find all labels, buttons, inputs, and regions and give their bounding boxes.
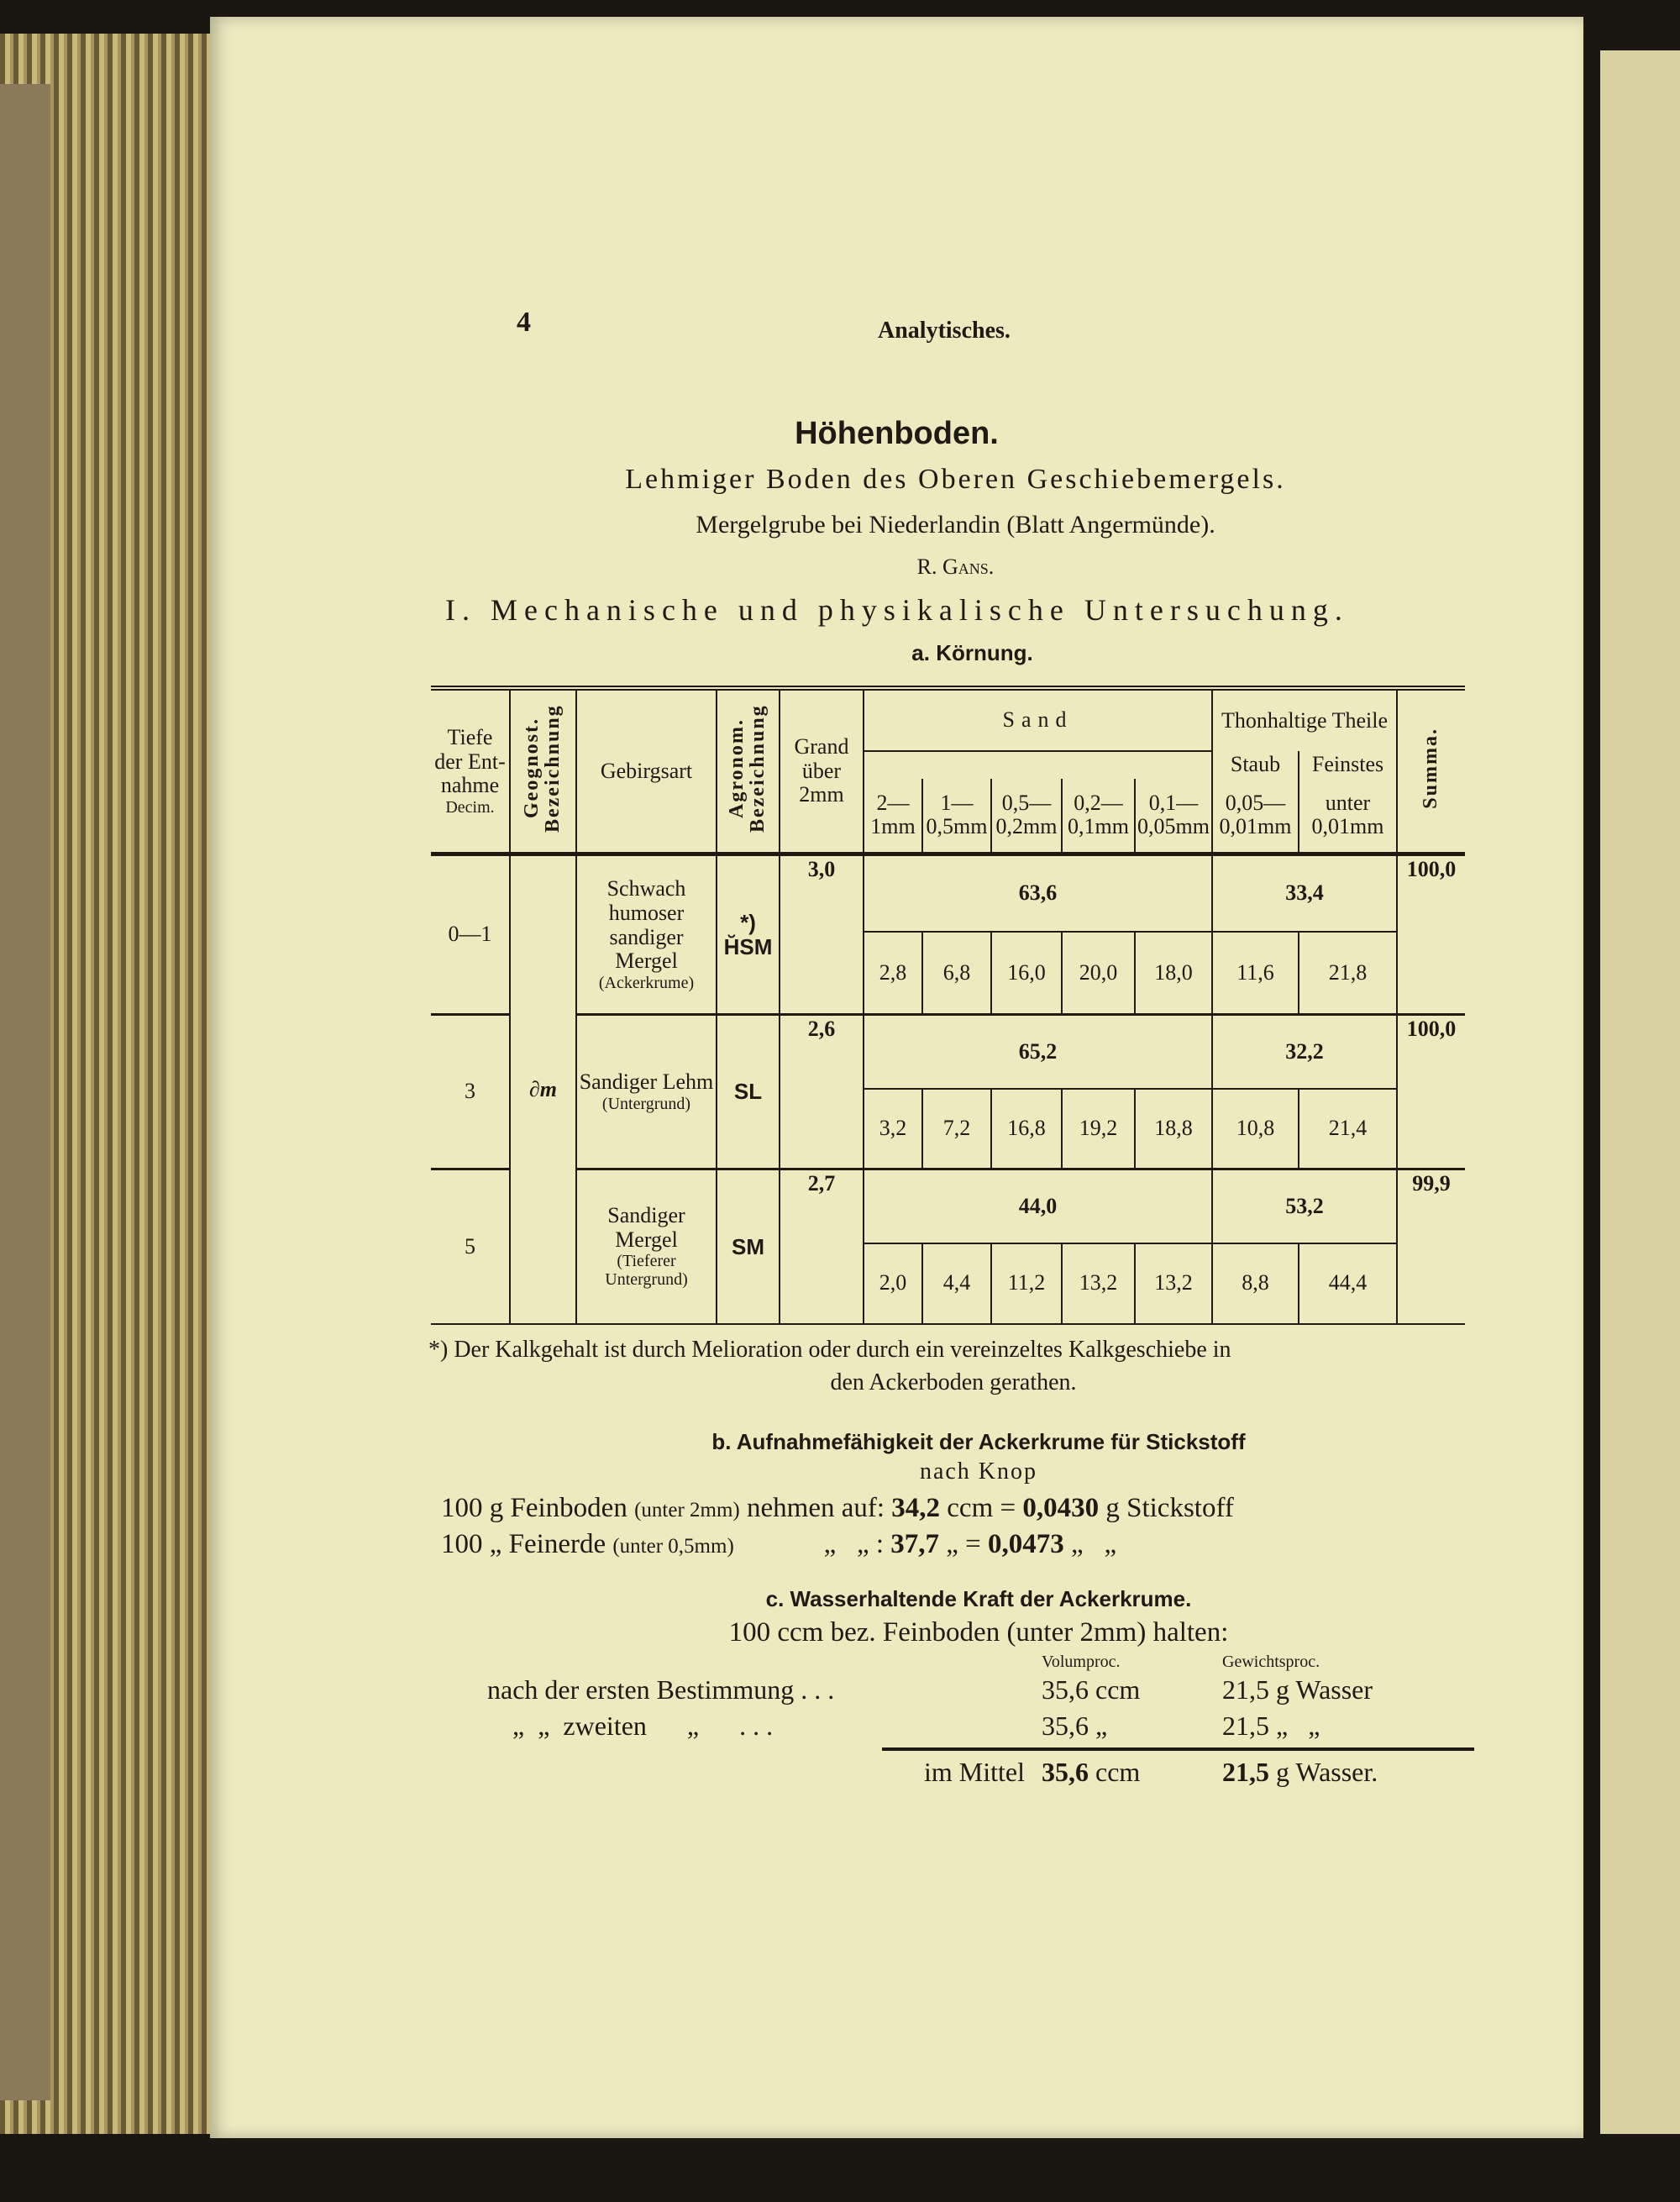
fraction-cell: 13,2 [1062, 1243, 1135, 1324]
fraction-cell: 44,4 [1299, 1243, 1397, 1324]
thon-total-cell: 32,2 [1212, 1015, 1397, 1089]
mean-weight-value: 21,5 [1222, 1757, 1269, 1788]
fraction-cell: 8,8 [1212, 1243, 1299, 1324]
header-sand: Sand [864, 688, 1212, 751]
fraction-header: 0,05— 0,01mm [1212, 779, 1299, 854]
mean-volume [1042, 1754, 1222, 1790]
section-c-intro: 100 ccm bez. Feinboden (unter 2mm) halten: [728, 1616, 1229, 1648]
fraction-cell: 4,4 [922, 1243, 991, 1324]
tiefe-cell: 0—1 [448, 922, 492, 947]
sand-total-cell: 63,6 [864, 854, 1212, 932]
fraction-cell: 7,2 [922, 1089, 991, 1169]
gebirgsart-note: (Untergrund) [601, 1094, 691, 1113]
fraction-cell: 16,8 [991, 1089, 1062, 1169]
fraction-cell: 20,0 [1062, 932, 1135, 1015]
mean-volume-value: 35,6 [1042, 1757, 1089, 1788]
label: 100 „ Feinerde [441, 1528, 606, 1559]
fraction-cell: 13,2 [1135, 1243, 1212, 1324]
agronom-cell: SL [717, 1015, 780, 1169]
unit: „ = [946, 1528, 981, 1559]
fraction-cell: 19,2 [1062, 1089, 1135, 1169]
measurement-2-volume: 35,6 „ [1042, 1710, 1108, 1741]
grand-cell: 2,7 [780, 1169, 864, 1324]
mass-value: 0,0473 [988, 1528, 1064, 1559]
section-1-title: I. Mechanische und physikalische Untersuchung. [445, 593, 1349, 627]
mass-value: 0,0430 [1022, 1492, 1100, 1523]
tiefe-cell: 5 [465, 1233, 475, 1259]
document-subtitle: Lehmiger Boden des Oberen Geschiebemergels. [625, 464, 1286, 495]
author: R. Gans. [916, 554, 995, 579]
measurement-2-label: „ „ zweiten „ . . . [512, 1710, 774, 1741]
fraction-header: 0,2— 0,1mm [1062, 779, 1135, 854]
verb: „ „ : [823, 1528, 885, 1559]
verb: nehmen auf: [747, 1492, 885, 1523]
location: Mergelgrube bei Niederlandin (Blatt Angermünde). [696, 511, 1215, 539]
water-results [487, 1652, 1487, 1791]
running-title: Analytisches. [878, 318, 1011, 344]
gebirgsart-cell: Sandiger Lehm [579, 1069, 714, 1095]
thon-total-cell: 33,4 [1212, 854, 1397, 932]
fraction-cell: 21,4 [1299, 1089, 1397, 1169]
content-flow [420, 686, 1487, 1790]
unit: ccm = [947, 1492, 1016, 1523]
unit: ccm [1095, 1757, 1141, 1788]
sand-total-cell: 44,0 [864, 1169, 1212, 1243]
gebirgsart-cell: Schwach humoser sandiger Mergel [606, 876, 686, 974]
col-header-volumproc: Volumproc. [1042, 1652, 1121, 1671]
col-header-gewichtsproc: Gewichtsproc. [1222, 1652, 1320, 1671]
label-note: (unter 2mm) [634, 1498, 740, 1521]
fraction-cell: 18,8 [1135, 1089, 1212, 1169]
fraction-cell: 11,2 [991, 1243, 1062, 1324]
summa-cell: 100,0 [1397, 854, 1465, 1015]
measurement-1-weight: 21,5 g Wasser [1222, 1674, 1373, 1705]
footnote-line-1: *) Der Kalkgehalt ist durch Melioration oder durch ein vereinzeltes Kalkgeschiebe in [428, 1336, 1231, 1363]
unit: „ „ [1071, 1528, 1117, 1559]
measurement-1-volume: 35,6 ccm [1042, 1674, 1141, 1705]
header-staub: Staub [1212, 751, 1299, 779]
unit: g Stickstoff [1105, 1492, 1234, 1523]
measurement-2-weight: 21,5 „ „ [1222, 1710, 1320, 1741]
document-title: Höhenboden. [795, 416, 999, 451]
fraction-cell: 3,2 [864, 1089, 922, 1169]
thon-total-cell: 53,2 [1212, 1169, 1397, 1243]
book-cover-edge [0, 84, 50, 2100]
koernung-table [431, 686, 1465, 1325]
sum-rule [882, 1747, 1474, 1751]
fraction-cell: 16,0 [991, 932, 1062, 1015]
header-grand: Grand über 2mm [780, 688, 864, 854]
gebirgsart-note: (Ackerkrume) [598, 973, 695, 992]
fraction-cell: 21,8 [1299, 932, 1397, 1015]
fraction-cell: 2,8 [864, 932, 922, 1015]
section-c-title: c. Wasserhaltende Kraft der Ackerkrume. [765, 1585, 1192, 1611]
section-b-title: b. Aufnahmefähigkeit der Ackerkrume für Stickstoff [711, 1428, 1246, 1454]
page-number: 4 [517, 307, 531, 338]
footnote-line-2: den Ackerboden gerathen. [830, 1369, 1077, 1395]
label-note: (unter 0,5mm) [612, 1534, 734, 1558]
geognost-cell: ∂m [510, 854, 576, 1324]
tiefe-cell: 3 [465, 1079, 475, 1104]
fraction-cell: 2,0 [864, 1243, 922, 1324]
mean-label: im Mittel [924, 1757, 1025, 1788]
fraction-header: 0,5— 0,2mm [991, 779, 1062, 854]
gebirgsart-cell: Sandiger Mergel [607, 1203, 685, 1252]
label: 100 g Feinboden [441, 1492, 627, 1523]
table-row [431, 854, 1465, 932]
header-tiefe: Tiefe der Ent-nahme [434, 725, 506, 798]
fraction-cell: 11,6 [1212, 932, 1299, 1015]
fraction-cell: 6,8 [922, 932, 991, 1015]
table-row [431, 1169, 1465, 1243]
grand-cell: 3,0 [780, 854, 864, 1015]
unit: g Wasser. [1276, 1757, 1378, 1788]
next-page-edge [1600, 50, 1680, 2134]
sand-total-cell: 65,2 [864, 1015, 1212, 1089]
fraction-header: 1— 0,5mm [922, 779, 991, 854]
table-row [431, 1015, 1465, 1089]
summa-cell: 100,0 [1397, 1015, 1465, 1169]
header-agronom: Agronom. Bezeichnung [726, 704, 769, 833]
measurement-1-label: nach der ersten Bestimmung . . . [487, 1674, 835, 1705]
fraction-header: unter 0,01mm [1299, 779, 1397, 854]
agronom-cell: SM [717, 1169, 780, 1324]
fraction-cell: 10,8 [1212, 1089, 1299, 1169]
header-geognost: Geognost. Bezeichnung [521, 704, 564, 833]
header-thon: Thonhaltige Theile [1212, 688, 1397, 751]
gebirgsart-note: (Tieferer Untergrund) [605, 1252, 688, 1290]
agronom-cell: *) H̆SM [717, 854, 780, 1015]
section-a-title: a. Körnung. [911, 640, 1033, 665]
nitrogen-line-1 [441, 1490, 1487, 1527]
section-b-subtitle: nach Knop [919, 1458, 1038, 1485]
summa-cell: 99,9 [1397, 1169, 1465, 1324]
header-decim: Decim. [445, 797, 495, 817]
header-summa: Summa. [1420, 728, 1442, 810]
grand-cell: 2,6 [780, 1015, 864, 1169]
volume-value: 37,7 [890, 1528, 940, 1559]
nitrogen-line-2 [441, 1527, 1487, 1563]
fraction-header: 0,1— 0,05mm [1135, 779, 1212, 854]
mean-weight [1222, 1754, 1474, 1790]
fraction-header: 2— 1mm [864, 779, 922, 854]
volume-value: 34,2 [891, 1492, 941, 1523]
fraction-cell: 18,0 [1135, 932, 1212, 1015]
header-gebirgsart: Gebirgsart [576, 688, 717, 854]
header-feinstes: Feinstes [1299, 751, 1397, 779]
